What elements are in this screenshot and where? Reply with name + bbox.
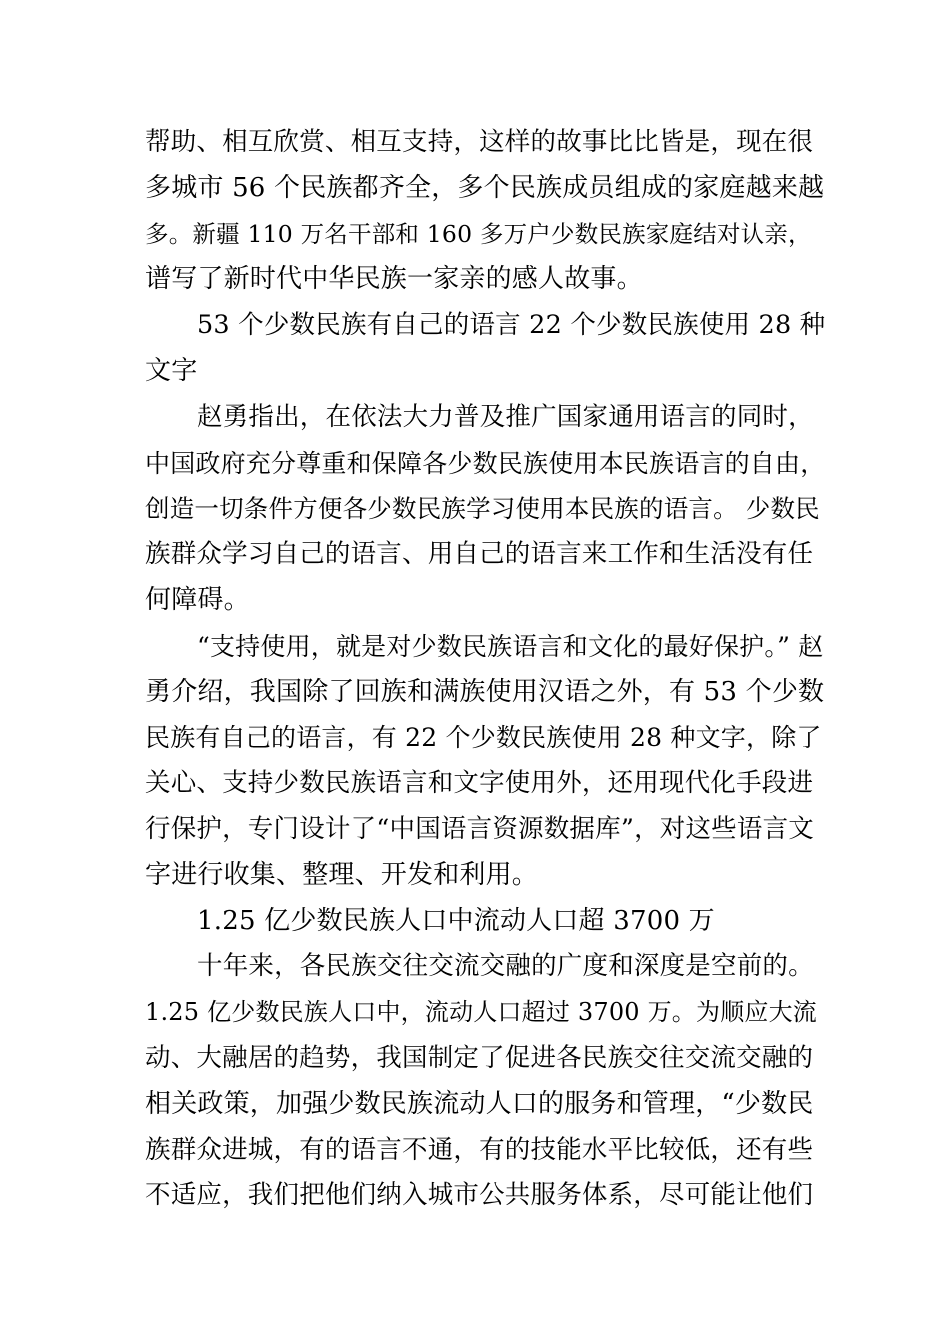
section-heading-languages: 53 个少数民族有自己的语言 22 个少数民族使用 28 种 [197, 310, 826, 341]
text-line: 动、大融居的趋势，我国制定了促进各民族交往交流交融的 [145, 1042, 814, 1073]
text-line: 十年来，各民族交往交流交融的广度和深度是空前的。 [197, 951, 814, 982]
text-line: 勇介绍，我国除了回族和满族使用汉语之外，有 53 个少数 [145, 676, 825, 707]
text-line: 何障碍。 [145, 584, 250, 615]
body-text [145, 120, 825, 1219]
text-line: 字进行收集、整理、开发和利用。 [145, 859, 539, 890]
text-line: 多。新疆 110 万名干部和 160 多万户少数民族家庭结对认亲， [145, 219, 812, 248]
text-line: 帮助、相互欣赏、相互支持，这样的故事比比皆是，现在很 [145, 127, 814, 157]
section-heading-migration: 1.25 亿少数民族人口中流动人口超 3700 万 [197, 905, 715, 936]
text-line: 1.25 亿少数民族人口中，流动人口超过 3700 万。为顺应大流 [145, 998, 818, 1027]
text-line: 不适应，我们把他们纳入城市公共服务体系，尽可能让他们 [145, 1180, 814, 1211]
text-line: 中国政府充分尊重和保障各少数民族使用本民族语言的自由， [145, 448, 826, 478]
text-line: “支持使用，就是对少数民族语言和文化的最好保护。” 赵 [197, 631, 824, 661]
text-line: 多城市 56 个民族都齐全，多个民族成员组成的家庭越来越 [145, 172, 825, 203]
text-line: 民族有自己的语言，有 22 个少数民族使用 28 种文字，除了 [145, 723, 822, 753]
text-line: 谱写了新时代中华民族一家亲的感人故事。 [145, 264, 643, 295]
text-line: 赵勇指出，在依法大力普及推广国家通用语言的同时， [197, 401, 814, 432]
text-line: 关心、支持少数民族语言和文字使用外，还用现代化手段进 [145, 768, 814, 799]
text-line: 相关政策，加强少数民族流动人口的服务和管理，“少数民 [145, 1088, 814, 1119]
text-line: 族群众学习自己的语言、用自己的语言来工作和生活没有任 [145, 539, 814, 570]
section-heading-languages-cont: 文字 [145, 355, 198, 386]
text-line: 族群众进城，有的语言不通，有的技能水平比较低，还有些 [145, 1134, 814, 1165]
text-line: 创造一切条件方便各少数民族学习使用本民族的语言。 少数民 [145, 494, 820, 524]
text-line: 行保护，专门设计了“中国语言资源数据库”，对这些语言文 [145, 813, 814, 844]
